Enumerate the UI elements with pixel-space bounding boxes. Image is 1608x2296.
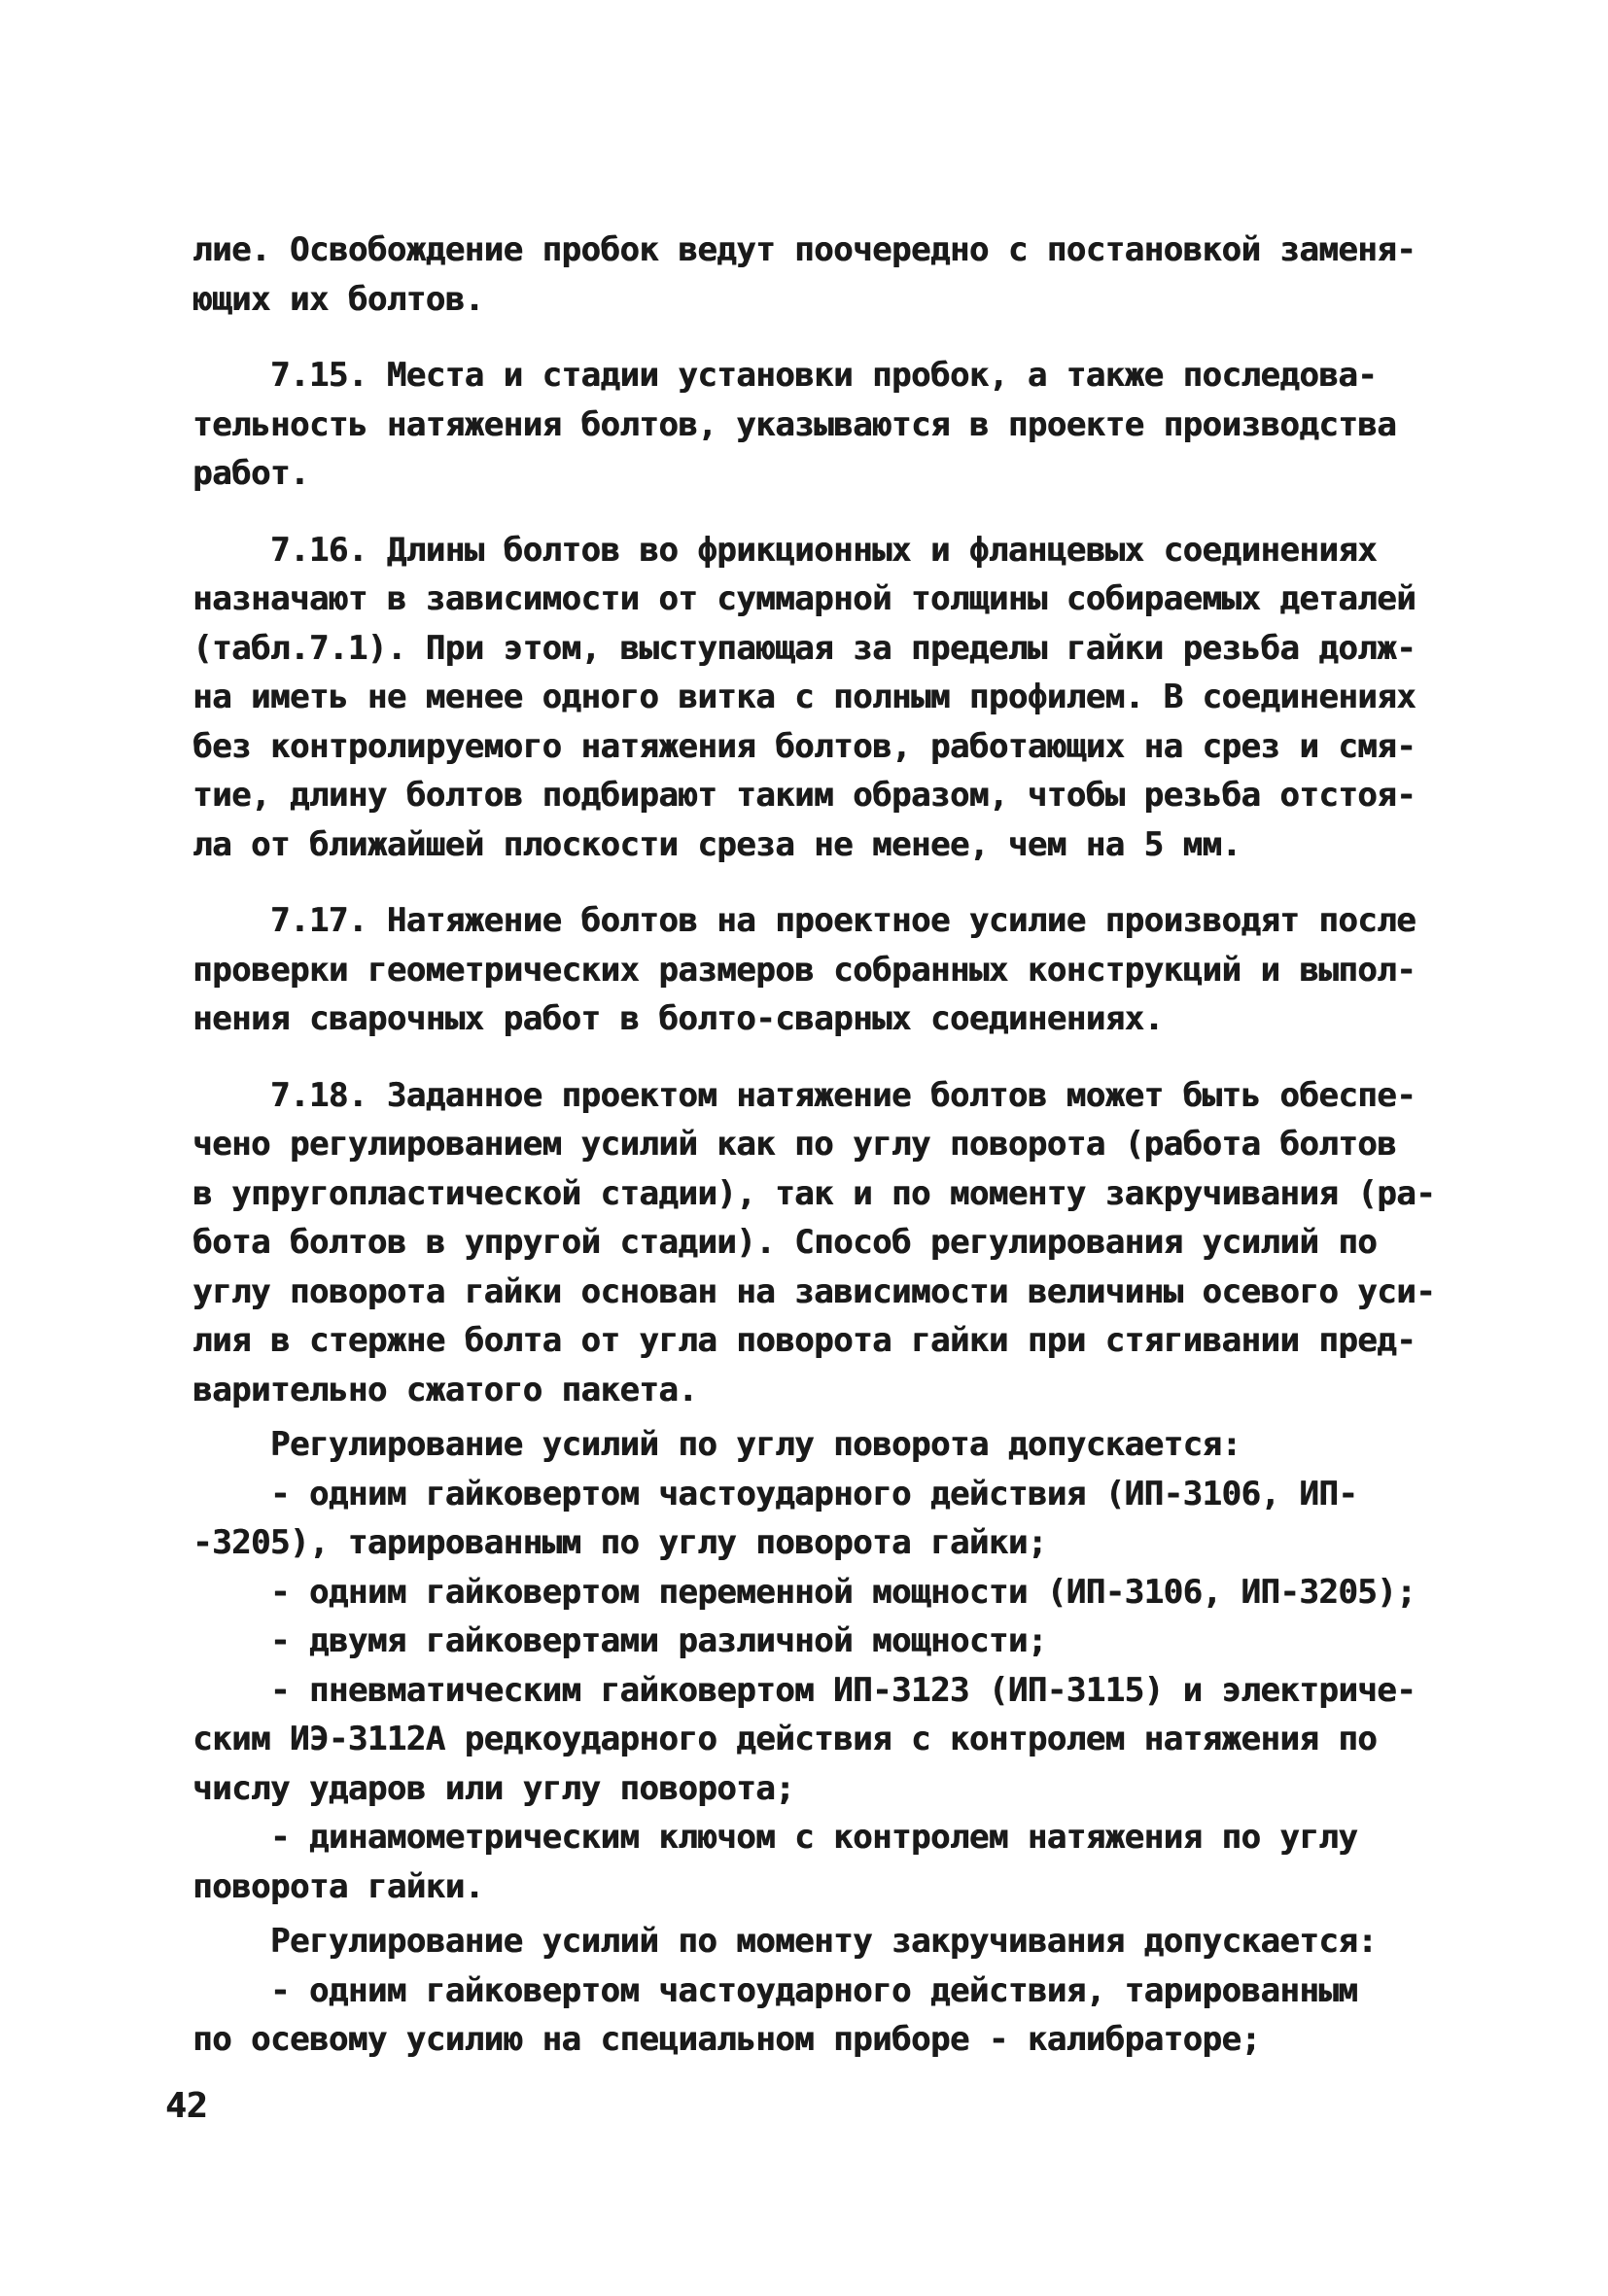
text-line: лия в стержне болта от угла поворота гайки при стягивании пред- (192, 1321, 1416, 1360)
text-line: (табл.7.1). При этом, выступающая за пределы гайки резьба долж- (192, 628, 1416, 668)
text-line: тельность натяжения болтов, указываются в проекте производства (192, 404, 1397, 444)
text-line: - одним гайковертом переменной мощности (ИП-3106, ИП-3205); (192, 1572, 1416, 1612)
text-line: - одним гайковертом частоударного действия, тарированным (192, 1970, 1358, 2010)
text-line: варительно сжатого пакета. (192, 1370, 698, 1409)
text-line: - пневматическим гайковертом ИП-3123 (ИП-3115) и электриче- (192, 1670, 1416, 1710)
text-line: 7.17. Натяжение болтов на проектное усилие производят после (192, 901, 1416, 940)
text-line: лие. Освобождение пробок ведут поочередно с постановкой заменя- (192, 230, 1416, 269)
text-line: назначают в зависимости от суммарной толщины собираемых деталей (192, 579, 1416, 618)
text-line: тие, длину болтов подбирают таким образом, чтобы резьба отстоя- (192, 776, 1416, 815)
text-line: - динамометрическим ключом с контролем натяжения по углу (192, 1818, 1358, 1857)
text-line: Регулирование усилий по моменту закручивания допускается: (192, 1922, 1378, 1961)
text-line: без контролируемого натяжения болтов, работающих на срез и смя- (192, 726, 1416, 766)
text-line: нения сварочных работ в болто-сварных соединениях. (192, 999, 1164, 1038)
text-line: числу ударов или углу поворота; (192, 1768, 795, 1808)
text-line: на иметь не менее одного витка с полным профилем. В соединениях (192, 678, 1416, 716)
text-line: работ. (192, 454, 309, 493)
text-line: ющих их болтов. (192, 279, 484, 319)
text-line: 7.18. Заданное проектом натяжение болтов может быть обеспе- (192, 1075, 1416, 1115)
text-line: по осевому усилию на специальном приборе - калибраторе; (192, 2020, 1261, 2059)
text-line: проверки геометрических размеров собранных конструкций и выпол- (192, 950, 1416, 990)
text-line: 7.15. Места и стадии установки пробок, а также последова- (192, 356, 1378, 395)
text-line: ским ИЭ-3112А редкоударного действия с контролем натяжения по (192, 1720, 1378, 1758)
text-line: -3205), тарированным по углу поворота гайки; (192, 1523, 1047, 1562)
text-line: - одним гайковертом частоударного действия (ИП-3106, ИП- (192, 1474, 1358, 1513)
text-line: - двумя гайковертами различной мощности; (192, 1621, 1047, 1660)
text-line: чено регулированием усилий как по углу поворота (работа болтов (192, 1125, 1397, 1164)
text-line: в упругопластической стадии), так и по моменту закручивания (ра- (192, 1173, 1436, 1213)
text-line: Регулирование усилий по углу поворота допускается: (192, 1425, 1241, 1464)
page-number: 42 (165, 2086, 208, 2126)
text-line: бота болтов в упругой стадии). Способ регулирования усилий по (192, 1223, 1378, 1262)
text-line: 7.16. Длины болтов во фрикционных и фланцевых соединениях (192, 530, 1378, 570)
text-line: ла от ближайшей плоскости среза не менее, чем на 5 мм. (192, 824, 1241, 864)
text-line: поворота гайки. (192, 1866, 484, 1906)
body-text (192, 226, 1447, 2065)
text-line: углу поворота гайки основан на зависимости величины осевого уси- (192, 1271, 1436, 1311)
